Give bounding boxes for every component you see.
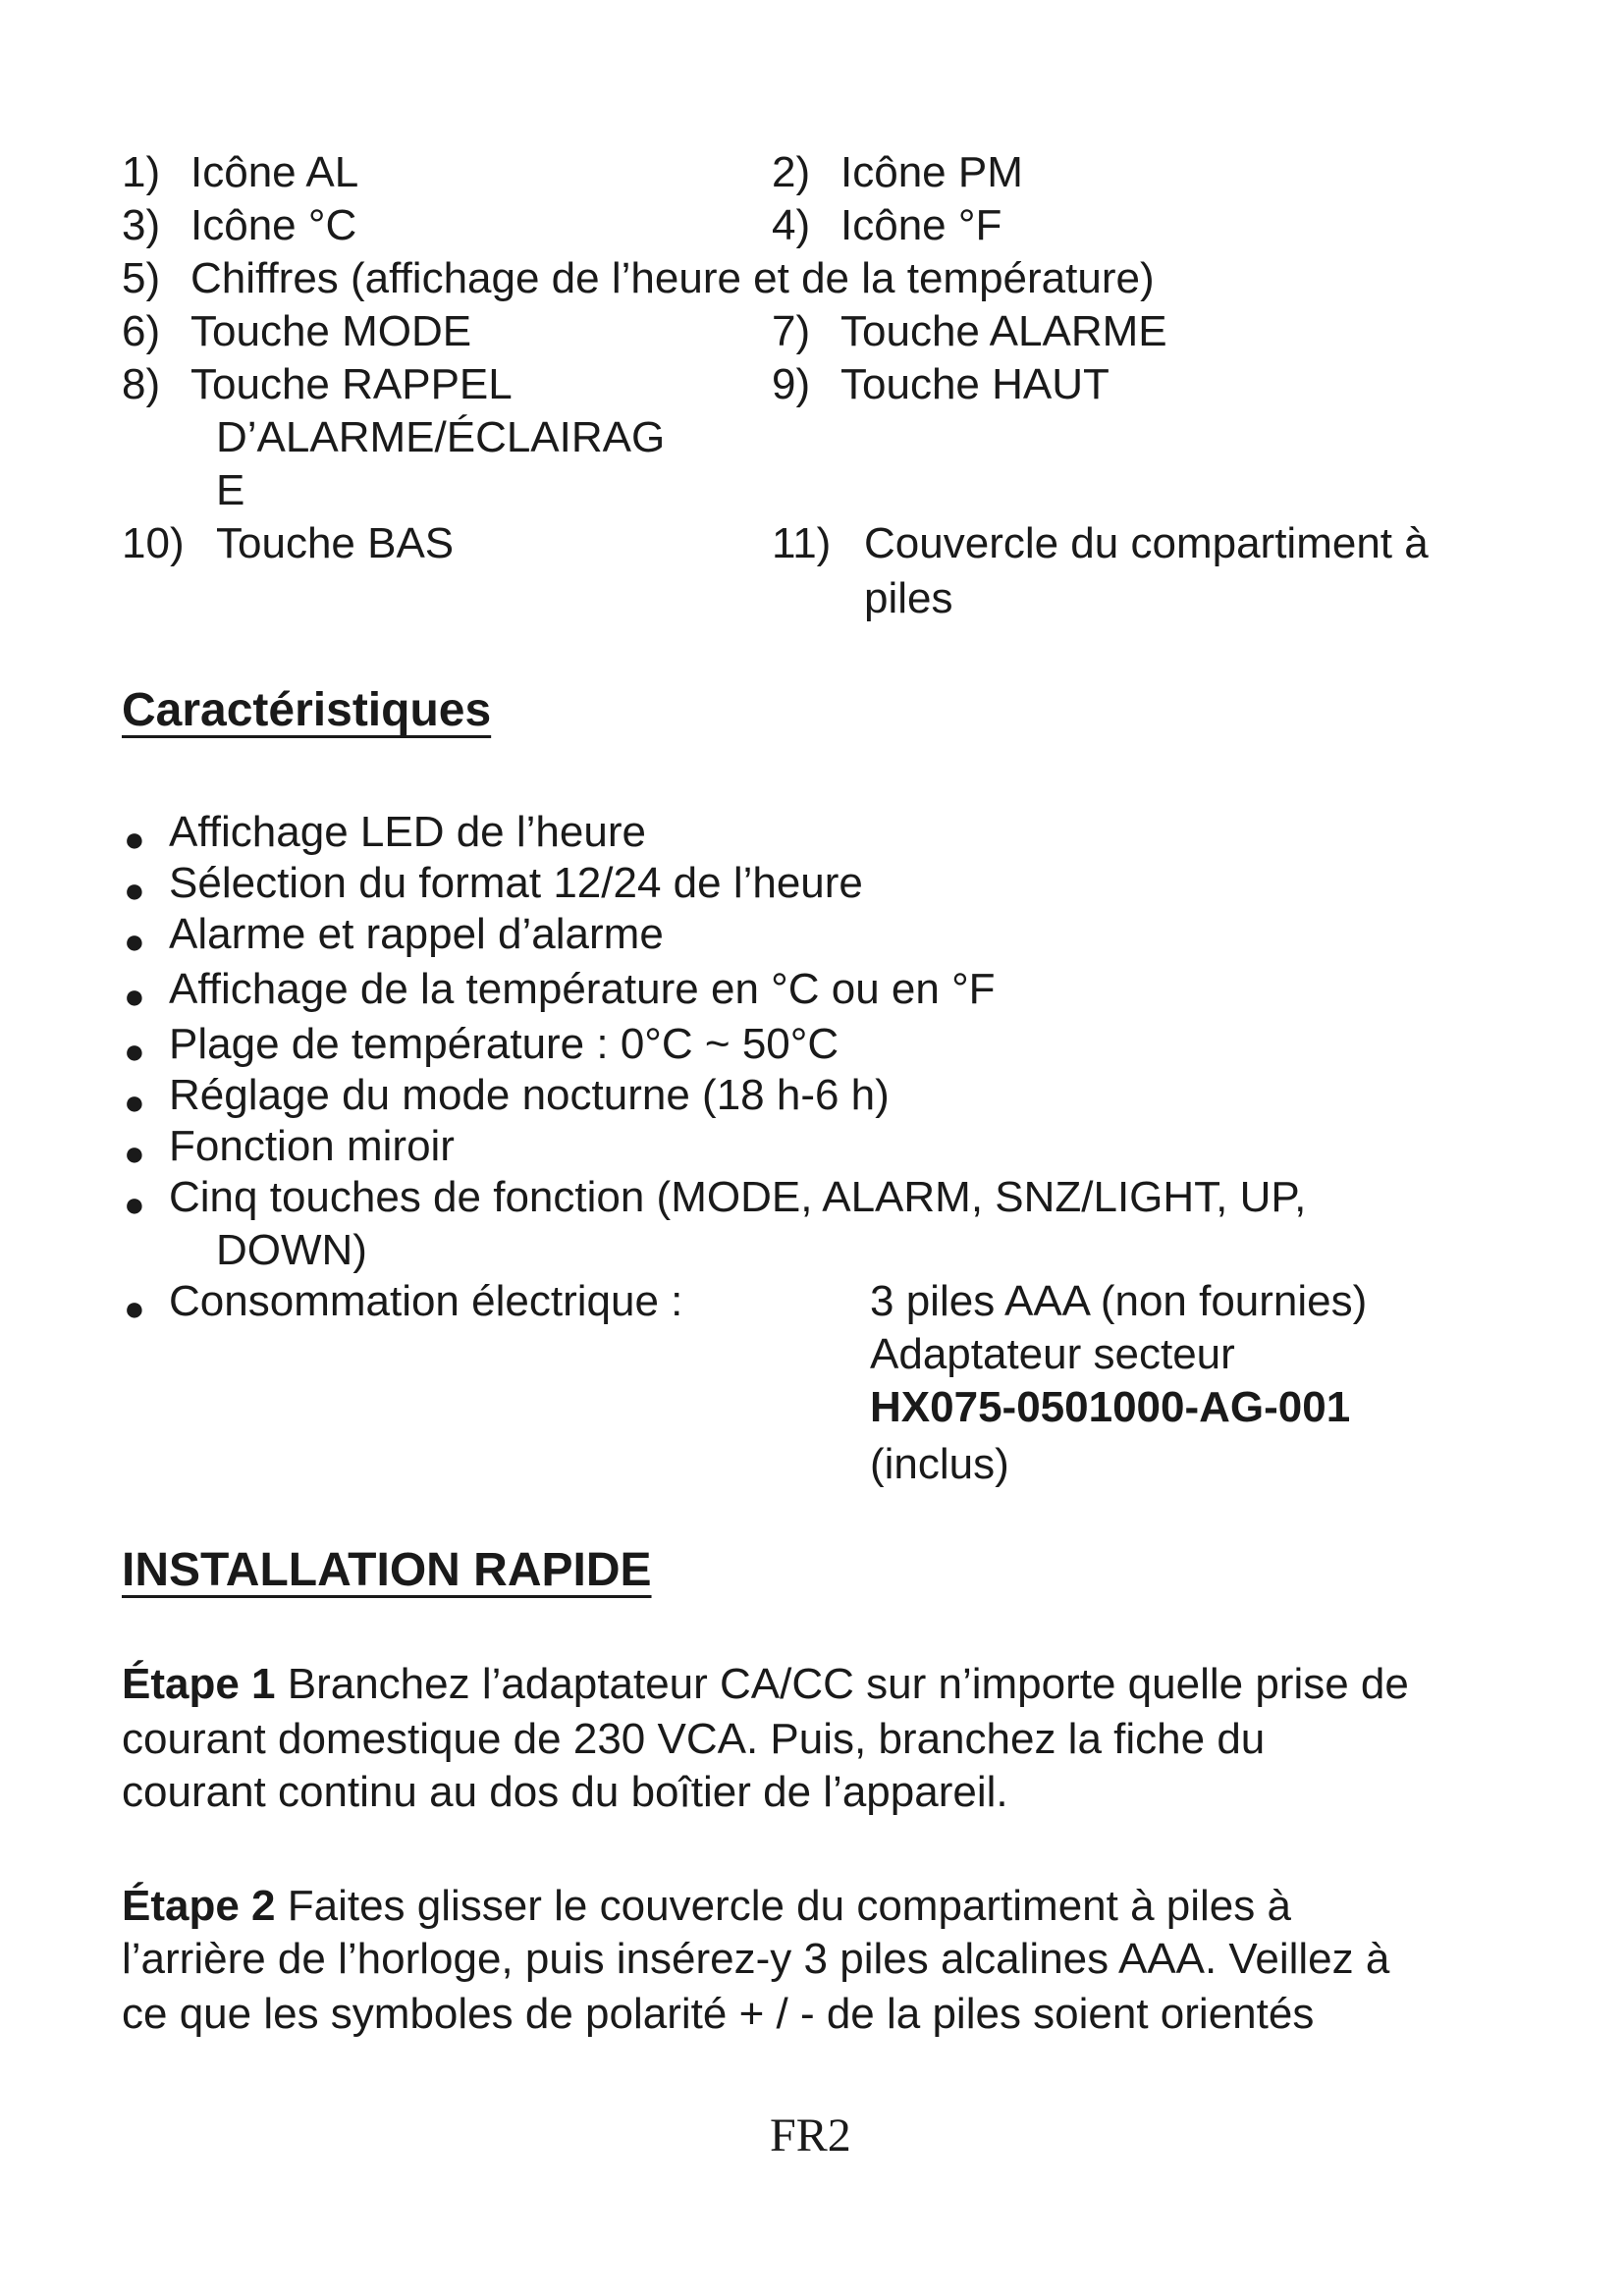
part-label-5: Chiffres (affichage de l’heure et de la température): [190, 254, 1155, 302]
part-number-11: 11): [772, 519, 832, 567]
part-label-2: Icône PM: [840, 148, 1023, 196]
part-label-8-line1: Touche RAPPEL: [190, 360, 513, 408]
part-number-4: 4): [772, 201, 811, 249]
part-number-6: 6): [122, 307, 161, 355]
feature-item: Affichage LED de l’heure: [169, 808, 646, 856]
bullet-icon: ●: [124, 870, 145, 910]
step2-label: Étape 2: [122, 1882, 276, 1930]
part-number-1: 1): [122, 148, 161, 196]
bullet-icon: ●: [124, 1082, 145, 1122]
part-label-9: Touche HAUT: [840, 360, 1110, 408]
step1-line2: courant domestique de 230 VCA. Puis, branchez la fiche du: [122, 1715, 1266, 1763]
bullet-icon: ●: [124, 819, 145, 859]
features-heading: Caractéristiques: [122, 684, 492, 736]
part-number-8: 8): [122, 360, 161, 408]
bullet-icon: ●: [124, 1184, 145, 1224]
part-number-3: 3): [122, 201, 161, 249]
part-label-3: Icône °C: [190, 201, 357, 249]
part-label-11-line1: Couvercle du compartiment à: [864, 519, 1429, 567]
part-label-4: Icône °F: [840, 201, 1002, 249]
step1-text: Branchez l’adaptateur CA/CC sur n’importe quelle prise de: [275, 1660, 1409, 1708]
bullet-icon: ●: [124, 1031, 145, 1071]
feature-item: Alarme et rappel d’alarme: [169, 910, 664, 958]
feature-item: Affichage de la température en °C ou en °F: [169, 965, 996, 1013]
bullet-icon: ●: [124, 1288, 145, 1328]
feature-item: Réglage du mode nocturne (18 h-6 h): [169, 1071, 890, 1119]
step1-line1: [122, 1659, 1409, 1710]
step2-line1: [122, 1881, 1291, 1932]
part-number-7: 7): [772, 307, 811, 355]
part-number-5: 5): [122, 254, 161, 302]
part-number-10: 10): [122, 519, 185, 567]
step1-label: Étape 1: [122, 1660, 276, 1708]
bullet-icon: ●: [124, 1133, 145, 1173]
bullet-icon: ●: [124, 976, 145, 1016]
part-number-2: 2): [772, 148, 811, 196]
part-label-6: Touche MODE: [190, 307, 472, 355]
feature-power-model: HX075-0501000-AG-001: [870, 1383, 1351, 1431]
feature-buttons-line2: DOWN): [216, 1226, 367, 1274]
step2-line3: ce que les symboles de polarité + / - de la piles soient orientés: [122, 1990, 1315, 2038]
part-label-7: Touche ALARME: [840, 307, 1167, 355]
part-number-9: 9): [772, 360, 811, 408]
feature-item: Plage de température : 0°C ~ 50°C: [169, 1020, 839, 1068]
feature-item: Fonction miroir: [169, 1122, 455, 1170]
step2-text: Faites glisser le couvercle du compartiment à piles à: [275, 1882, 1291, 1930]
feature-buttons-line1: Cinq touches de fonction (MODE, ALARM, SNZ/LIGHT, UP,: [169, 1173, 1307, 1221]
step1-line3: courant continu au dos du boîtier de l’appareil.: [122, 1768, 1008, 1816]
feature-power-included: (inclus): [870, 1440, 1009, 1488]
part-label-1: Icône AL: [190, 148, 359, 196]
feature-power-label: Consommation électrique :: [169, 1277, 683, 1325]
bullet-icon: ●: [124, 921, 145, 961]
part-label-8-line3: E: [216, 466, 245, 514]
feature-item: Sélection du format 12/24 de l’heure: [169, 859, 863, 907]
part-label-8-line2: D’ALARME/ÉCLAIRAG: [216, 413, 666, 461]
feature-power-adapter: Adaptateur secteur: [870, 1330, 1235, 1378]
installation-heading: INSTALLATION RAPIDE: [122, 1544, 652, 1596]
step2-line2: l’arrière de l’horloge, puis insérez-y 3 piles alcalines AAA. Veillez à: [122, 1935, 1390, 1983]
part-label-10: Touche BAS: [216, 519, 455, 567]
feature-power-batteries: 3 piles AAA (non fournies): [870, 1277, 1368, 1325]
part-label-11-line2: piles: [864, 574, 953, 622]
page-number: FR2: [770, 2109, 851, 2162]
